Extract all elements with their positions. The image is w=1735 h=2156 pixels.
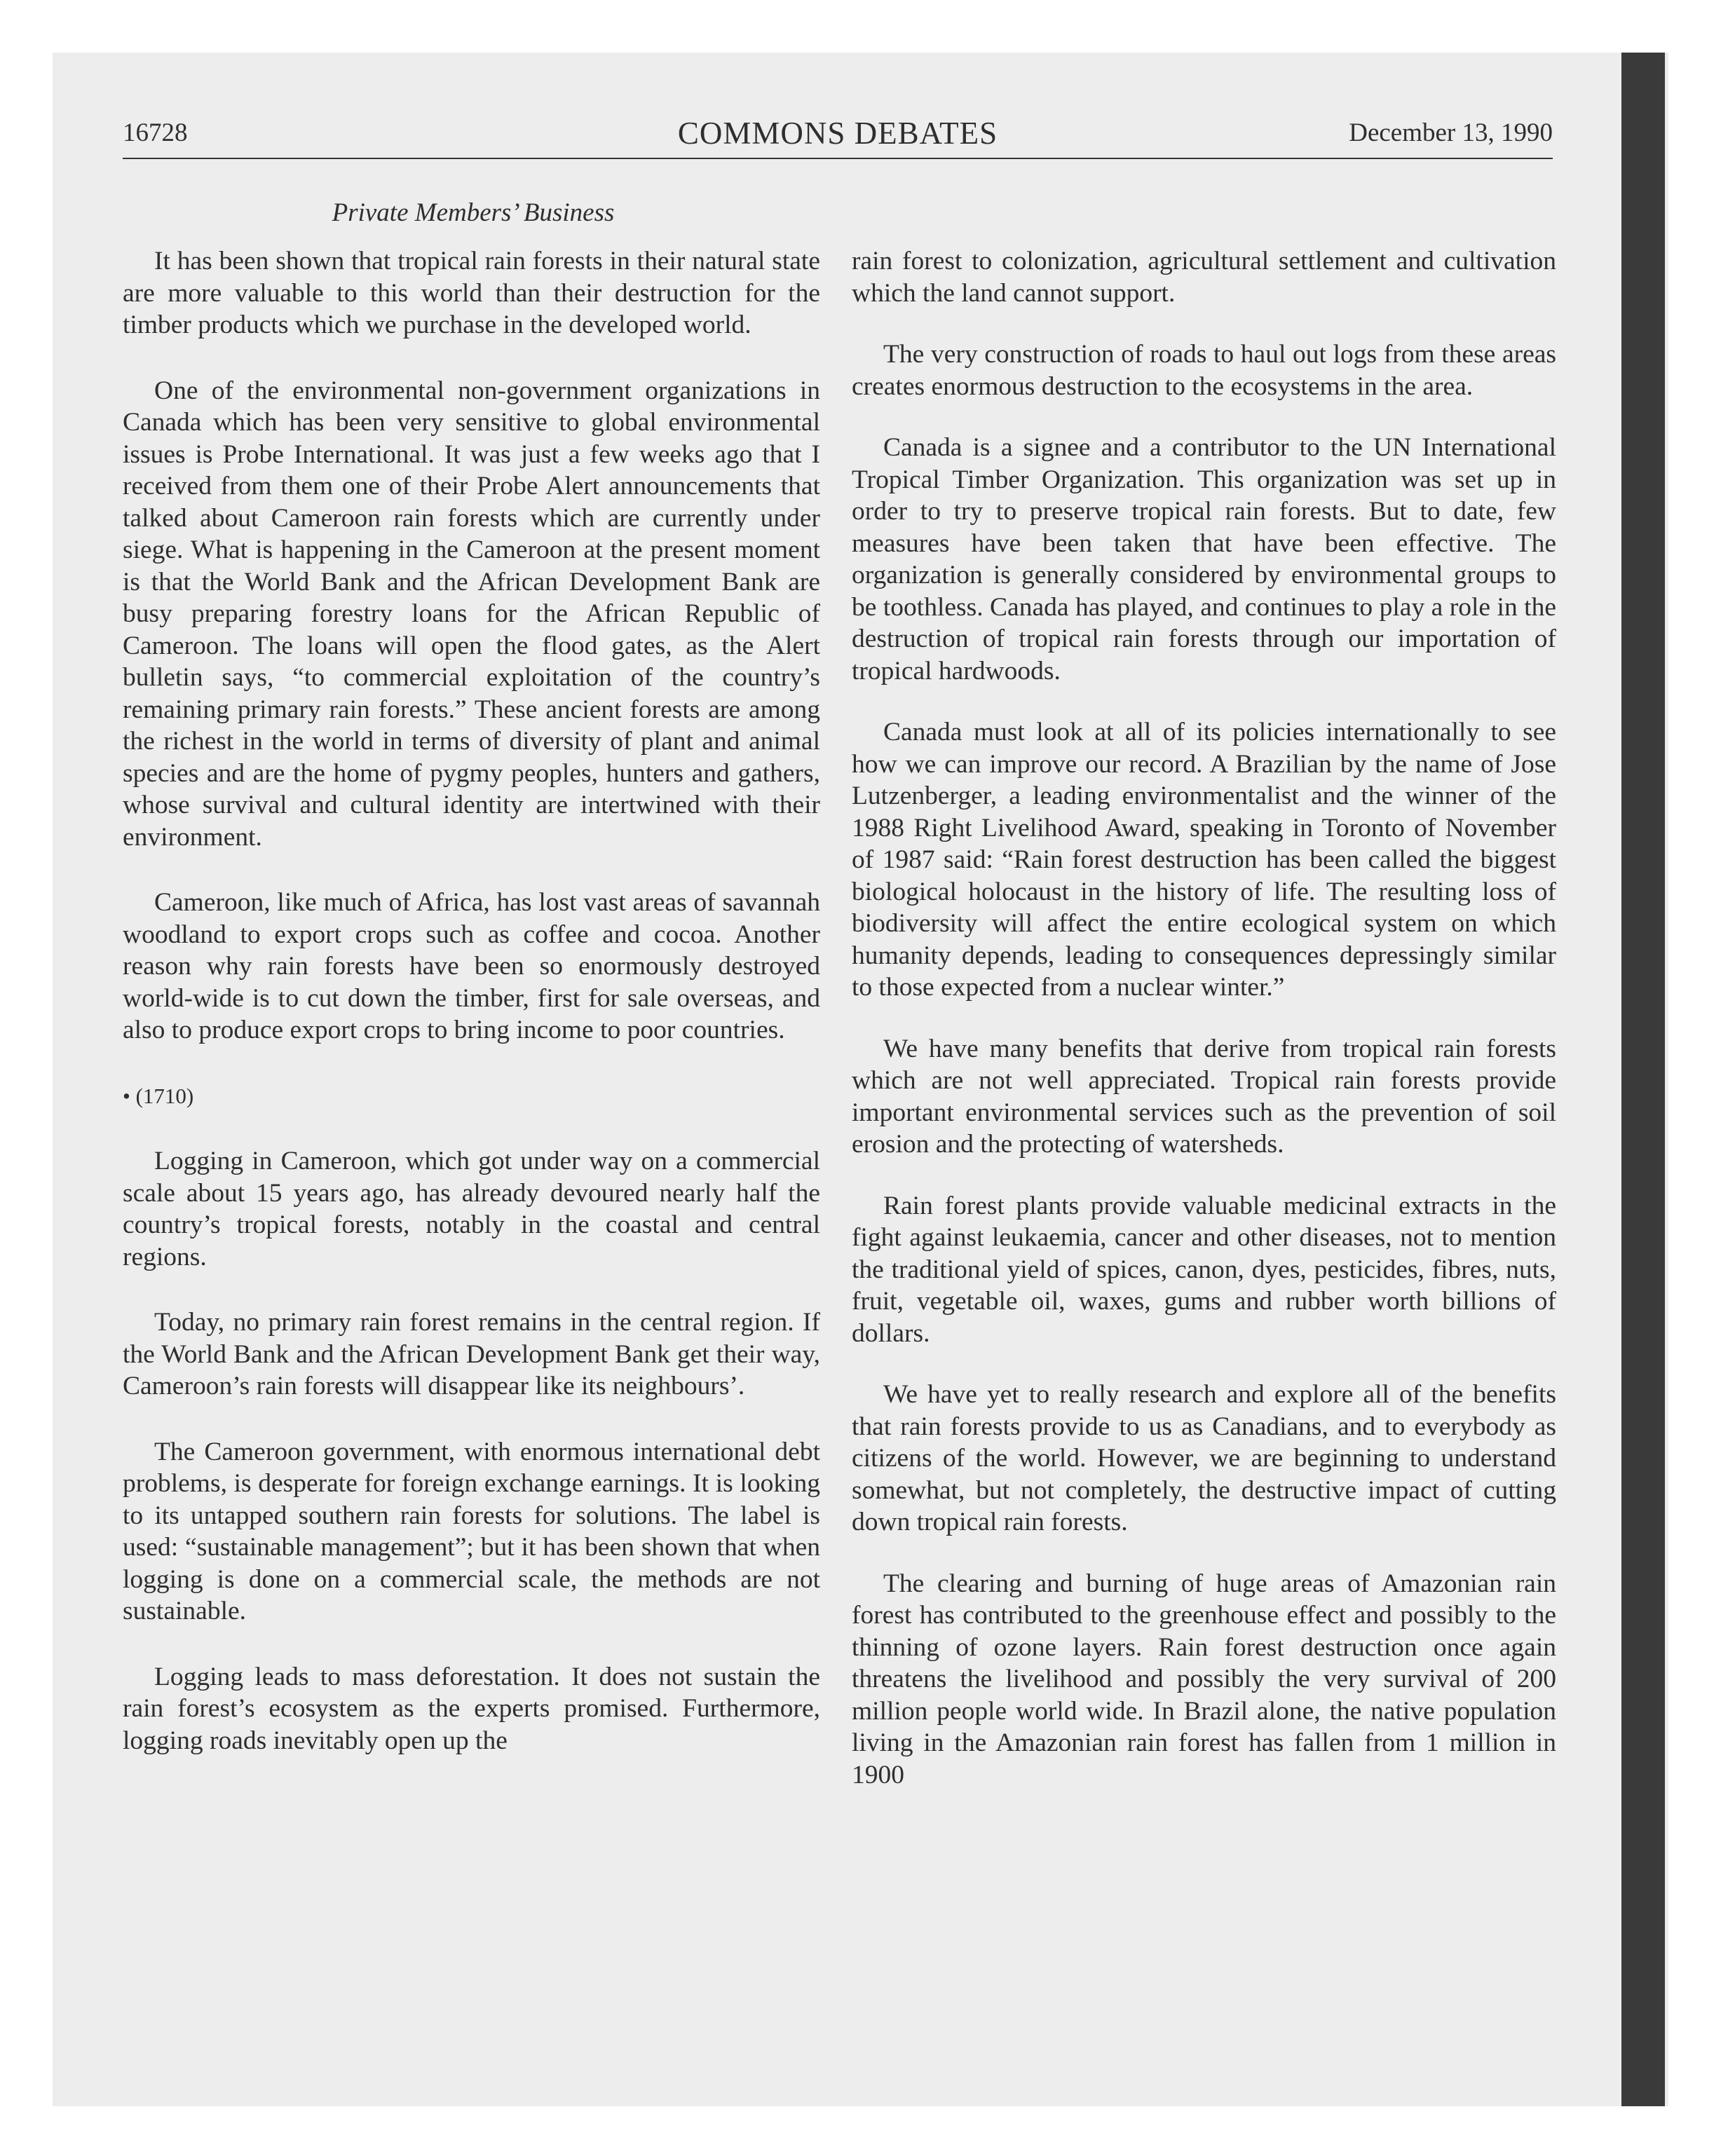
paragraph: One of the environmental non-government organizations in Canada which has been very sensitive to global environmental issues is Probe International. It was just a few weeks ago that I received from them one of their Probe Alert announcements that talked about Cameroon rain forests which are currently under siege. What is happening in the Cameroon at the present moment is that the World Bank and the African Development Bank are busy preparing forestry loans for the African Republic of Cameroon. The loans will open the flood gates, as the Alert bulletin says, “to commercial exploitation of the country’s remaining primary rain forests.” These ancient forests are among the richest in the world in terms of diversity of plant and animal species and are the home of pygmy peoples, hunters and gathers, whose survival and cultural identity are intertwined with their environment. bbox=[123, 376, 820, 852]
paragraph: Today, no primary rain forest remains in the central region. If the World Bank and the African Development Bank get their way, Cameroon’s rain forests will disappear like its neighbours’. bbox=[123, 1308, 820, 1400]
paragraph: Logging leads to mass deforestation. It does not sustain the rain forest’s ecosystem as the experts promised. Furthermore, logging roads inevitably open up the bbox=[123, 1662, 820, 1755]
scan-edge-bar bbox=[1621, 53, 1665, 2106]
section-title: Private Members’ Business bbox=[332, 198, 615, 227]
time-marker: • (1710) bbox=[123, 1083, 194, 1108]
paragraph: Logging in Cameroon, which got under way on a commercial scale about 15 years ago, has already devoured nearly half the country’s tropical forests, notably in the coastal and central regions. bbox=[123, 1147, 820, 1271]
paragraph: We have yet to really research and explore all of the benefits that rain forests provide to us as Canadians, and to everybody as citizens of the world. However, we are beginning to understand somewhat, but not completely, the destructive impact of cutting down tropical rain forests. bbox=[852, 1380, 1556, 1536]
paragraph: Cameroon, like much of Africa, has lost vast areas of savannah woodland to export crops such as coffee and cocoa. Another reason why rain forests have been so enormously destroyed world-wide is to cut down the timber, first for sale overseas, and also to produce export crops to bring income to poor countries. bbox=[123, 888, 820, 1044]
page-header bbox=[123, 118, 1553, 161]
paragraph: Canada must look at all of its policies internationally to see how we can improve our record. A Brazilian by the name of Jose Lutzenberger, a leading environmentalist and the winner of the 1988 Right Livelihood Award, speaking in Toronto of November of 1987 said: “Rain forest destruction has been called the biggest biological holocaust in the history of life. The resulting loss of biodiversity will affect the entire ecological system on which humanity depends, leading to consequences depressingly similar to those expected from a nuclear winter.” bbox=[852, 718, 1556, 1002]
paragraph: It has been shown that tropical rain forests in their natural state are more valuable to this world than their destruction for the timber products which we purchase in the developed world. bbox=[123, 247, 820, 339]
paragraph: Canada is a signee and a contributor to the UN International Tropical Timber Organization. This organization was set up in order to try to preserve tropical rain forests. But to date, few measures have been taken that have been effective. The organization is generally considered by environmental groups to be toothless. Canada has played, and continues to play a role in the destruction of tropical rain forests through our importation of tropical hardwoods. bbox=[852, 433, 1556, 685]
left-column bbox=[123, 245, 820, 1790]
header-rule bbox=[123, 158, 1553, 159]
paragraph-continued: rain forest to colonization, agricultural settlement and cultivation which the land cannot support. bbox=[852, 247, 1556, 308]
publication-title: COMMONS DEBATES bbox=[677, 116, 998, 151]
paragraph: We have many benefits that derive from tropical rain forests which are not well appreciated. Tropical rain forests provide important environmental services such as the prevention of soil erosion and the protecting of watersheds. bbox=[852, 1034, 1556, 1159]
paragraph: The Cameroon government, with enormous international debt problems, is desperate for foreign exchange earnings. It is looking to its untapped southern rain forests for solutions. The label is used: “sustainable management”; but it has been shown that when logging is done on a commercial scale, the methods are not sustainable. bbox=[123, 1437, 820, 1625]
right-column bbox=[852, 245, 1556, 1820]
page-number: 16728 bbox=[123, 118, 188, 147]
paragraph: The clearing and burning of huge areas of Amazonian rain forest has contributed to the greenhouse effect and possibly to the thinning of ozone layers. Rain forest destruction once again threatens the livelihood and possibly the very survival of 200 million people world wide. In Brazil alone, the native population living in the Amazonian rain forest has fallen from 1 million in 1900 bbox=[852, 1569, 1556, 1789]
publication-date: December 13, 1990 bbox=[1349, 118, 1553, 147]
paragraph: Rain forest plants provide valuable medicinal extracts in the fight against leukaemia, cancer and other diseases, not to mention the traditional yield of spices, canon, dyes, pesticides, fibres, nuts, fruit, vegetable oil, waxes, gums and rubber worth billions of dollars. bbox=[852, 1191, 1556, 1348]
paragraph: The very construction of roads to haul out logs from these areas creates enormous destruction to the ecosystems in the area. bbox=[852, 340, 1556, 401]
